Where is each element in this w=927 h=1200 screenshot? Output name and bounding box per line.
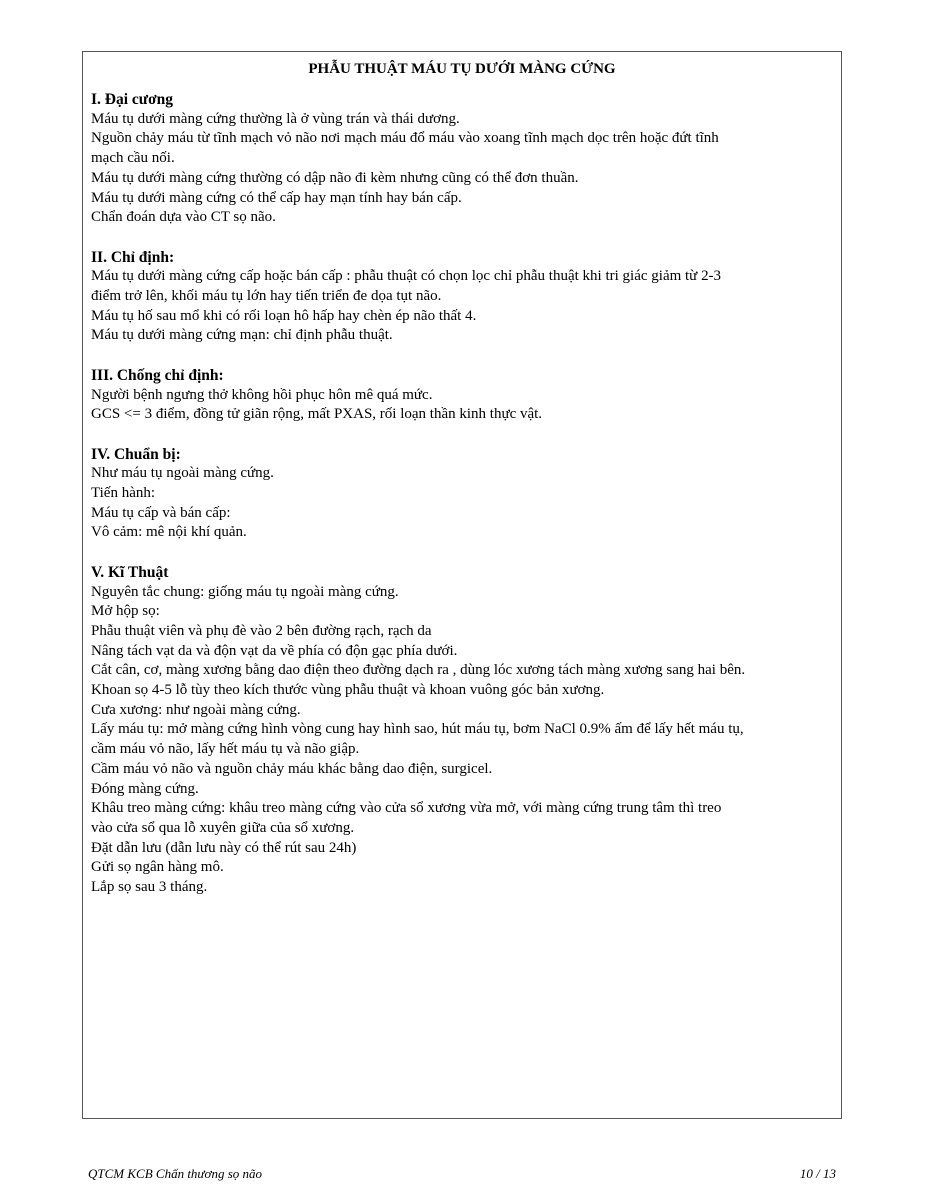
paragraph-line: Máu tụ dưới màng cứng có thể cấp hay mạn tính hay bán cấp. (91, 189, 462, 206)
footer-page-number: 10 / 13 (799, 1166, 836, 1181)
paragraph-line: Đặt dẫn lưu (dẫn lưu này có thể rút sau 24h) (91, 839, 357, 856)
paragraph-line: cầm máu vỏ não, lấy hết máu tụ và não giập. (91, 741, 360, 758)
paragraph-line: vào cửa sổ qua lỗ xuyên giữa của sổ xương. (91, 819, 355, 836)
section-2 (91, 248, 835, 347)
paragraph-line: Máu tụ dưới màng cứng thường có dập não đi kèm nhưng cũng có thể đơn thuần. (91, 169, 579, 186)
paragraph-line: Cầm máu vỏ não và nguồn chảy máu khác bằng dao điện, surgicel. (91, 760, 493, 777)
paragraph-line: Người bệnh ngưng thở không hồi phục hôn mê quá mức. (91, 386, 433, 403)
document-title: PHẪU THUẬT MÁU TỤ DƯỚI MÀNG CỨNG (308, 61, 616, 77)
paragraph-line: Máu tụ cấp và bán cấp: (91, 504, 231, 521)
paragraph-line: Chẩn đoán dựa vào CT sọ não. (91, 209, 276, 226)
paragraph-line: mạch cầu nối. (91, 150, 175, 167)
section-heading: III. Chống chỉ định: (91, 366, 224, 384)
section-4 (91, 445, 835, 544)
paragraph-line: GCS <= 3 điểm, đồng tử giãn rộng, mất PXAS, rối loạn thần kinh thực vật. (91, 406, 543, 423)
section-heading: V. Kĩ Thuật (91, 563, 169, 581)
paragraph-line: Đóng màng cứng. (91, 780, 199, 797)
paragraph-line: Phẫu thuật viên và phụ đè vào 2 bên đường rạch, rạch da (91, 622, 432, 639)
paragraph-line: Mở hộp sọ: (91, 603, 160, 620)
section-3 (91, 366, 835, 425)
page-frame (82, 51, 842, 1119)
paragraph-line: Nguồn chảy máu từ tĩnh mạch vỏ não nơi mạch máu đổ máu vào xoang tĩnh mạch dọc trên hoặc đứt tĩnh (91, 130, 719, 147)
paragraph-line: Cắt cân, cơ, màng xương bằng dao điện theo đường dạch ra , dùng lóc xương tách màng xương sang hai bên. (91, 662, 746, 679)
paragraph-line: điểm trở lên, khối máu tụ lớn hay tiến triển đe dọa tụt não. (91, 288, 442, 305)
paragraph-line: Lắp sọ sau 3 tháng. (91, 879, 208, 896)
paragraph-line: Máu tụ dưới màng cứng thường là ở vùng trán và thái dương. (91, 110, 460, 127)
section-heading: II. Chỉ định: (91, 248, 175, 266)
section-heading: I. Đại cương (91, 91, 174, 108)
section-1 (91, 90, 835, 228)
footer-document-name: QTCM KCB Chấn thương sọ não (88, 1166, 263, 1181)
paragraph-line: Cưa xương: như ngoài màng cứng. (91, 701, 301, 718)
paragraph-line: Lấy máu tụ: mở màng cứng hình vòng cung hay hình sao, hút máu tụ, bơm NaCl 0.9% ấm để lấy hết máu tụ, (91, 721, 744, 738)
paragraph-line: Gửi sọ ngân hàng mô. (91, 859, 224, 876)
paragraph-line: Vô cảm: mê nội khí quản. (91, 524, 247, 541)
section-5 (91, 563, 835, 898)
paragraph-line: Tiến hành: (91, 485, 156, 502)
paragraph-line: Nguyên tắc chung: giống máu tụ ngoài màng cứng. (91, 583, 399, 600)
paragraph-line: Như máu tụ ngoài màng cứng. (91, 465, 274, 482)
paragraph-line: Khâu treo màng cứng: khâu treo màng cứng vào cửa sổ xương vừa mở, với màng cứng trung tâm thì treo (91, 800, 722, 817)
section-heading: IV. Chuẩn bị: (91, 445, 181, 463)
paragraph-line: Khoan sọ 4-5 lỗ tùy theo kích thước vùng phẫu thuật và khoan vuông góc bản xương. (91, 682, 605, 699)
paragraph-line: Máu tụ dưới màng cứng cấp hoặc bán cấp : phẫu thuật có chọn lọc chỉ phẫu thuật khi tri giác giảm từ 2-3 (91, 268, 722, 285)
paragraph-line: Nâng tách vạt da và độn vạt da về phía có độn gạc phía dưới. (91, 642, 458, 659)
paragraph-line: Máu tụ hố sau mổ khi có rối loạn hô hấp hay chèn ép não thất 4. (91, 307, 477, 324)
document-body (91, 90, 835, 917)
paragraph-line: Máu tụ dưới màng cứng mạn: chỉ định phẫu thuật. (91, 327, 393, 344)
